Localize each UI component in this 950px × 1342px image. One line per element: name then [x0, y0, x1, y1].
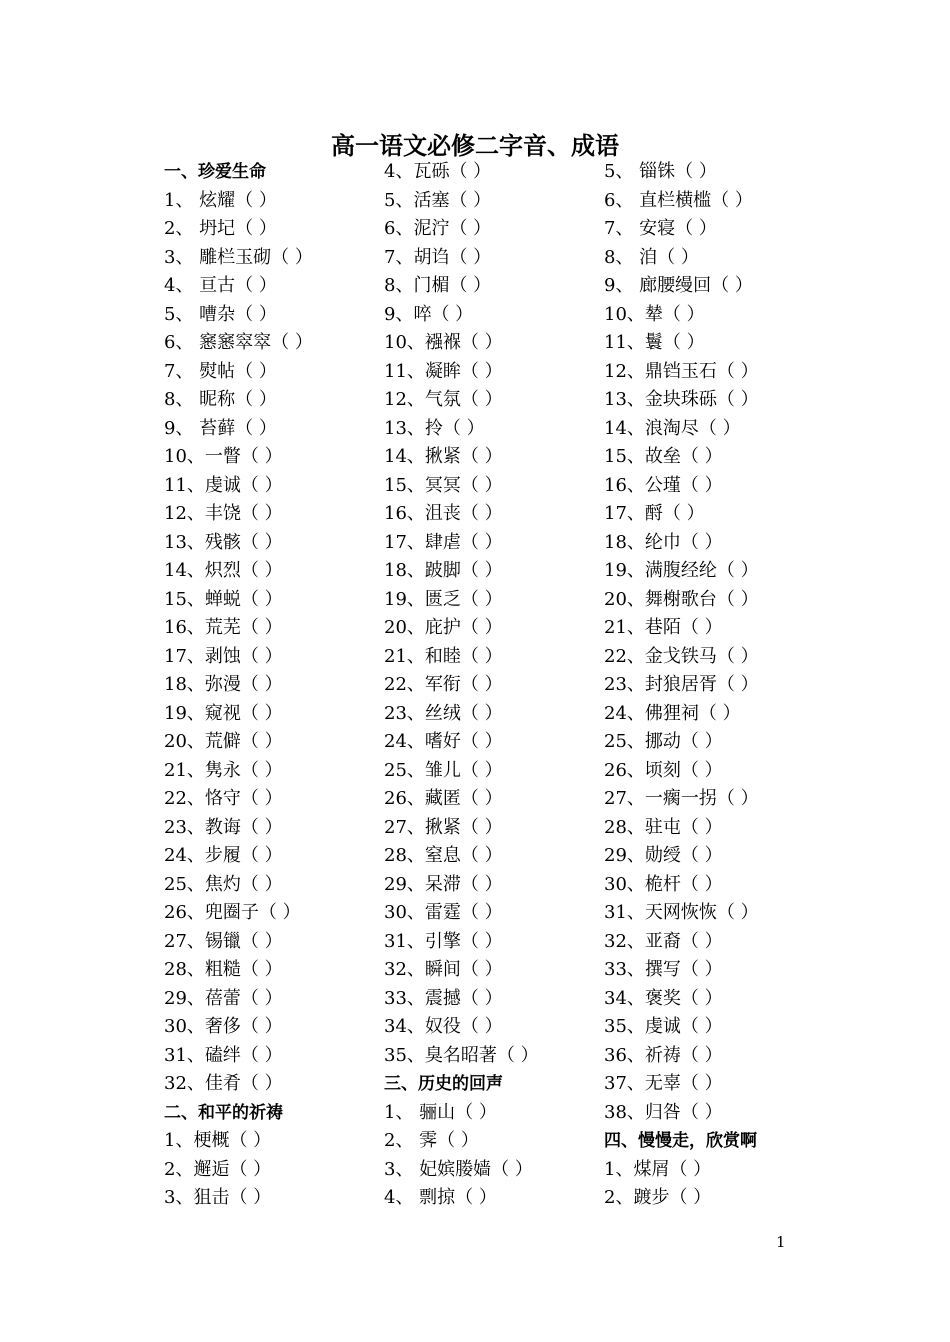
list-item: 14、浪淘尽（ ） — [604, 417, 741, 439]
section-heading: 二、和平的祈祷 — [164, 1102, 283, 1123]
list-item: 27、一瘸一拐（ ） — [604, 788, 759, 809]
list-item: 4、瓦砾（ ） — [384, 161, 492, 182]
list-item: 32、瞬间（ ） — [384, 959, 503, 980]
list-item: 34、奴役（ ） — [384, 1016, 503, 1037]
list-item: 17、酹（ ） — [604, 503, 705, 524]
list-item: 6、 窸窸窣窣（ ） — [164, 332, 313, 353]
list-item: 2、 坍圮（ ） — [164, 218, 277, 239]
list-item: 8、 洎（ ） — [604, 246, 699, 268]
list-item: 12、气氛（ ） — [384, 389, 503, 410]
list-item: 2、踱步（ ） — [604, 1187, 712, 1208]
list-item: 37、无辜（ ） — [604, 1073, 723, 1094]
list-item: 27、锡镴（ ） — [164, 930, 283, 952]
list-item: 13、残骸（ ） — [164, 531, 283, 553]
list-item: 6、 直栏横槛（ ） — [604, 189, 753, 211]
list-item: 4、 剽掠（ ） — [384, 1187, 497, 1208]
list-item: 23、封狼居胥（ ） — [604, 674, 759, 695]
list-item: 3、 雕栏玉砌（ ） — [164, 246, 313, 268]
list-item: 9、 廊腰缦回（ ） — [604, 275, 753, 296]
list-item: 9、啐（ ） — [384, 303, 474, 325]
list-item: 30、奢侈（ ） — [164, 1016, 283, 1037]
list-item: 2、 霁（ ） — [384, 1130, 479, 1151]
list-item: 2、邂逅（ ） — [164, 1158, 272, 1180]
list-item: 29、蓓蕾（ ） — [164, 987, 283, 1009]
list-item: 5、 嘈杂（ ） — [164, 303, 277, 325]
list-item: 5、活塞（ ） — [384, 189, 492, 211]
list-item: 26、顷刻（ ） — [604, 759, 723, 781]
list-item: 28、驻屯（ ） — [604, 816, 723, 838]
list-item: 18、弥漫（ ） — [164, 674, 283, 695]
page-title: 高一语文必修二字音、成语 — [331, 132, 619, 160]
list-item: 15、冥冥（ ） — [384, 474, 503, 496]
list-item: 24、嗜好（ ） — [384, 731, 503, 752]
column-2 — [384, 158, 539, 1213]
list-item: 4、 亘古（ ） — [164, 275, 277, 296]
list-item: 38、归咎（ ） — [604, 1101, 723, 1123]
list-item: 9、 苔藓（ ） — [164, 417, 277, 439]
list-item: 24、步履（ ） — [164, 845, 283, 866]
list-item: 18、跛脚（ ） — [384, 560, 503, 581]
list-item: 28、窒息（ ） — [384, 845, 503, 866]
list-item: 26、藏匿（ ） — [384, 788, 503, 809]
list-item: 12、丰饶（ ） — [164, 503, 283, 524]
list-item: 25、雏儿（ ） — [384, 759, 503, 781]
list-item: 1、 炫耀（ ） — [164, 189, 277, 211]
list-item: 17、肆虐（ ） — [384, 531, 503, 553]
list-item: 23、教诲（ ） — [164, 816, 283, 838]
list-item: 16、沮丧（ ） — [384, 503, 503, 524]
list-item: 36、祈祷（ ） — [604, 1044, 723, 1066]
list-item: 11、凝眸（ ） — [384, 360, 503, 382]
list-item: 10、襁褓（ ） — [384, 332, 503, 353]
list-item: 1、煤屑（ ） — [604, 1158, 712, 1180]
list-item: 20、舞榭歌台（ ） — [604, 588, 759, 610]
list-item: 7、胡诌（ ） — [384, 246, 492, 268]
list-item: 24、佛狸祠（ ） — [604, 702, 741, 724]
list-item: 26、兜圈子（ ） — [164, 902, 301, 923]
list-item: 20、荒僻（ ） — [164, 731, 283, 752]
list-item: 34、褒奖（ ） — [604, 987, 723, 1009]
list-item: 8、门楣（ ） — [384, 275, 492, 296]
list-item: 33、撰写（ ） — [604, 959, 723, 980]
list-item: 31、天网恢恢（ ） — [604, 902, 759, 923]
list-item: 32、佳肴（ ） — [164, 1073, 283, 1094]
list-item: 21、巷陌（ ） — [604, 617, 723, 638]
list-item: 35、虔诚（ ） — [604, 1016, 723, 1037]
section-heading: 一、珍爱生命 — [164, 162, 266, 182]
list-item: 5、 锱铢（ ） — [604, 161, 717, 182]
list-item: 15、故垒（ ） — [604, 446, 723, 467]
list-item: 17、剥蚀（ ） — [164, 645, 283, 667]
list-item: 10、辇（ ） — [604, 303, 705, 325]
list-item: 23、丝绒（ ） — [384, 702, 503, 724]
page-number: 1 — [776, 1233, 786, 1251]
list-item: 25、焦灼（ ） — [164, 873, 283, 895]
list-item: 13、拎（ ） — [384, 417, 485, 439]
list-item: 21、隽永（ ） — [164, 759, 283, 781]
list-item: 19、窥视（ ） — [164, 702, 283, 724]
section-heading: 四、慢慢走，欣赏啊 — [604, 1131, 757, 1151]
list-item: 14、炽烈（ ） — [164, 560, 283, 581]
list-item: 16、荒芜（ ） — [164, 617, 283, 638]
list-item: 32、亚裔（ ） — [604, 930, 723, 952]
list-item: 29、呆滞（ ） — [384, 873, 503, 895]
list-item: 1、 骊山（ ） — [384, 1101, 497, 1123]
list-item: 25、挪动（ ） — [604, 731, 723, 752]
list-item: 22、金戈铁马（ ） — [604, 645, 759, 667]
section-heading: 三、历史的回声 — [384, 1074, 503, 1094]
list-item: 8、 昵称（ ） — [164, 389, 277, 410]
list-item: 13、金块珠砾（ ） — [604, 389, 759, 410]
list-item: 11、鬟（ ） — [604, 332, 705, 353]
list-item: 7、 安寝（ ） — [604, 218, 717, 239]
column-1 — [164, 158, 313, 1213]
list-item: 30、桅杆（ ） — [604, 873, 723, 895]
list-item: 28、粗糙（ ） — [164, 959, 283, 980]
list-item: 11、虔诚（ ） — [164, 474, 283, 496]
list-item: 20、庇护（ ） — [384, 617, 503, 638]
list-item: 12、鼎铛玉石（ ） — [604, 360, 759, 382]
list-item: 10、一瞥（ ） — [164, 446, 283, 467]
list-item: 6、泥泞（ ） — [384, 218, 492, 239]
column-3 — [604, 158, 759, 1213]
list-item: 19、匮乏（ ） — [384, 588, 503, 610]
list-item: 18、纶巾（ ） — [604, 531, 723, 553]
list-item: 31、磕绊（ ） — [164, 1044, 283, 1066]
list-item: 22、军衔（ ） — [384, 674, 503, 695]
list-item: 19、满腹经纶（ ） — [604, 560, 759, 581]
list-item: 21、和睦（ ） — [384, 645, 503, 667]
list-item: 31、引擎（ ） — [384, 930, 503, 952]
list-item: 3、 妃嫔媵嫱（ ） — [384, 1158, 533, 1180]
list-item: 22、恪守（ ） — [164, 788, 283, 809]
list-item: 35、臭名昭著（ ） — [384, 1044, 539, 1066]
list-item: 27、揪紧（ ） — [384, 816, 503, 838]
list-item: 7、 熨帖（ ） — [164, 360, 277, 382]
list-item: 3、狙击（ ） — [164, 1187, 272, 1208]
list-item: 29、勋绶（ ） — [604, 845, 723, 866]
list-item: 15、蝉蜕（ ） — [164, 588, 283, 610]
list-item: 1、梗概（ ） — [164, 1130, 272, 1151]
list-item: 14、揪紧（ ） — [384, 446, 503, 467]
list-item: 30、雷霆（ ） — [384, 902, 503, 923]
list-item: 33、震撼（ ） — [384, 987, 503, 1009]
list-item: 16、公瑾（ ） — [604, 474, 723, 496]
